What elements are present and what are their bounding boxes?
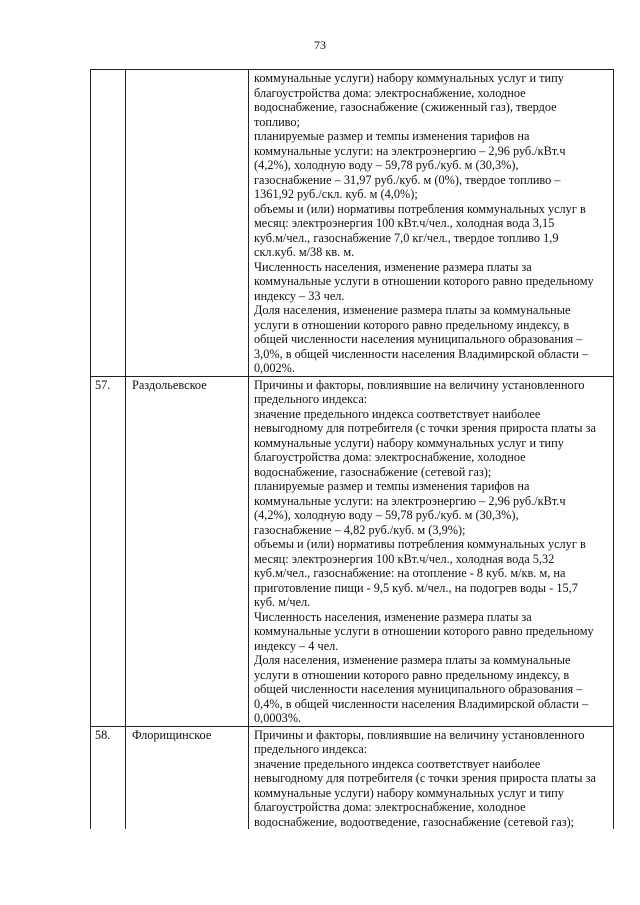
text-line: благоустройства дома: электроснабжение, холодное xyxy=(254,450,526,464)
text-line: месяц: электроэнергия 100 кВт.ч/чел., холодная вода 5,32 xyxy=(254,551,555,566)
text-line: планируемые размер и темпы изменения тарифов на xyxy=(254,129,530,143)
text-line: приготовление пищи - 9,5 куб. м/чел., на подогрев воды - 15,7 xyxy=(254,580,578,595)
text-line: 1361,92 руб./скл. куб. м (4,0%); xyxy=(254,187,418,201)
text-line: топливо; xyxy=(254,114,300,129)
text-line: куб. м/чел. xyxy=(254,595,311,609)
text-line: месяц: электроэнергия 100 кВт.ч/чел., холодная вода 3,15 xyxy=(254,216,555,230)
text-line: 0,0003%. xyxy=(254,711,302,725)
text-line: предельного индекса: xyxy=(254,392,368,406)
text-line: благоустройства дома: электроснабжение, холодное xyxy=(254,800,526,814)
municipality-name xyxy=(126,70,249,377)
text-line: предельного индекса: xyxy=(254,742,368,756)
text-line: 0,4%, в общей численности населения Владимирской области – xyxy=(254,696,589,711)
row-description xyxy=(249,376,614,726)
text-line: коммунальные услуги в отношении которого равно предельному xyxy=(254,274,594,288)
text-line: газоснабжение – 4,82 руб./куб. м (3,9%); xyxy=(254,522,466,537)
text-line: 0,002%. xyxy=(254,361,295,375)
text-line: газоснабжение – 31,97 руб./куб. м (0%), твердое топливо – xyxy=(254,172,561,187)
text-line: планируемые размер и темпы изменения тарифов на xyxy=(254,479,530,493)
text-line: значение предельного индекса соответствует наиболее xyxy=(254,756,541,771)
text-line: невыгодному для потребителя (с точки зрения прироста платы за xyxy=(254,421,596,435)
text-line: коммунальные услуги в отношении которого равно предельному xyxy=(254,624,594,638)
text-line: водоснабжение, газоснабжение (сжиженный газ), твердое xyxy=(254,100,557,114)
text-line: Численность населения, изменение размера платы за xyxy=(254,609,532,624)
table-row xyxy=(91,376,614,726)
text-line: индексу – 4 чел. xyxy=(254,638,339,653)
text-line: куб.м/чел., газоснабжение: на отопление - 8 куб. м/кв. м, на xyxy=(254,566,566,580)
text-line: объемы и (или) нормативы потребления коммунальных услуг в xyxy=(254,537,586,551)
municipality-name: Раздольевское xyxy=(126,376,249,726)
text-line: коммунальные услуги) набору коммунальных услуг и типу xyxy=(254,785,564,800)
text-line: объемы и (или) нормативы потребления коммунальных услуг в xyxy=(254,201,586,216)
row-number: 58. xyxy=(91,726,126,829)
municipality-name: Флорищинское xyxy=(126,726,249,829)
table-body xyxy=(91,70,614,830)
text-line: 3,0%, в общей численности населения Владимирской области – xyxy=(254,346,589,361)
text-line: водоснабжение, водоотведение, газоснабжение (сетевой газ); xyxy=(254,814,575,829)
row-number xyxy=(91,70,126,377)
text-line: скл.куб. м/38 кв. м. xyxy=(254,245,355,259)
text-line: Доля населения, изменение размера платы за коммунальные xyxy=(254,303,571,317)
description-text xyxy=(254,378,609,726)
text-line: (4,2%), холодную воду – 59,78 руб./куб. м (30,3%), xyxy=(254,508,519,522)
text-line: услуги в отношении которого равно предельному индексу, в xyxy=(254,667,570,682)
row-description xyxy=(249,726,614,829)
text-line: Численность населения, изменение размера платы за xyxy=(254,259,532,274)
text-line: водоснабжение, газоснабжение (сетевой газ); xyxy=(254,464,492,479)
text-line: невыгодному для потребителя (с точки зрения прироста платы за xyxy=(254,771,596,785)
text-line: благоустройства дома: электроснабжение, холодное xyxy=(254,85,526,100)
description-text xyxy=(254,728,609,830)
text-line: коммунальные услуги: на электроэнергию – 2,96 руб./кВт.ч xyxy=(254,493,566,508)
text-line: коммунальные услуги: на электроэнергию – 2,96 руб./кВт.ч xyxy=(254,143,566,158)
text-line: Причины и факторы, повлиявшие на величину установленного xyxy=(254,377,585,392)
table-row xyxy=(91,70,614,377)
text-line: общей численности населения муниципального образования – xyxy=(254,332,583,346)
description-text xyxy=(254,71,609,376)
row-number: 57. xyxy=(91,376,126,726)
text-line: общей численности населения муниципального образования – xyxy=(254,682,583,696)
page-number: 73 xyxy=(314,38,326,52)
text-line: Доля населения, изменение размера платы за коммунальные xyxy=(254,653,571,667)
text-line: значение предельного индекса соответствует наиболее xyxy=(254,406,541,421)
text-line: куб.м/чел., газоснабжение 7,0 кг/чел., твердое топливо 1,9 xyxy=(254,230,559,245)
text-line: услуги в отношении которого равно предельному индексу, в xyxy=(254,317,570,332)
text-line: коммунальные услуги) набору коммунальных услуг и типу xyxy=(254,435,564,450)
tariff-table xyxy=(90,69,614,829)
text-line: индексу – 33 чел. xyxy=(254,288,345,303)
table-row xyxy=(91,726,614,829)
text-line: (4,2%), холодную воду – 59,78 руб./куб. м (30,3%), xyxy=(254,158,519,172)
text-line: Причины и факторы, повлиявшие на величину установленного xyxy=(254,727,585,742)
text-line: коммунальные услуги) набору коммунальных услуг и типу xyxy=(254,71,564,85)
row-description xyxy=(249,70,614,377)
